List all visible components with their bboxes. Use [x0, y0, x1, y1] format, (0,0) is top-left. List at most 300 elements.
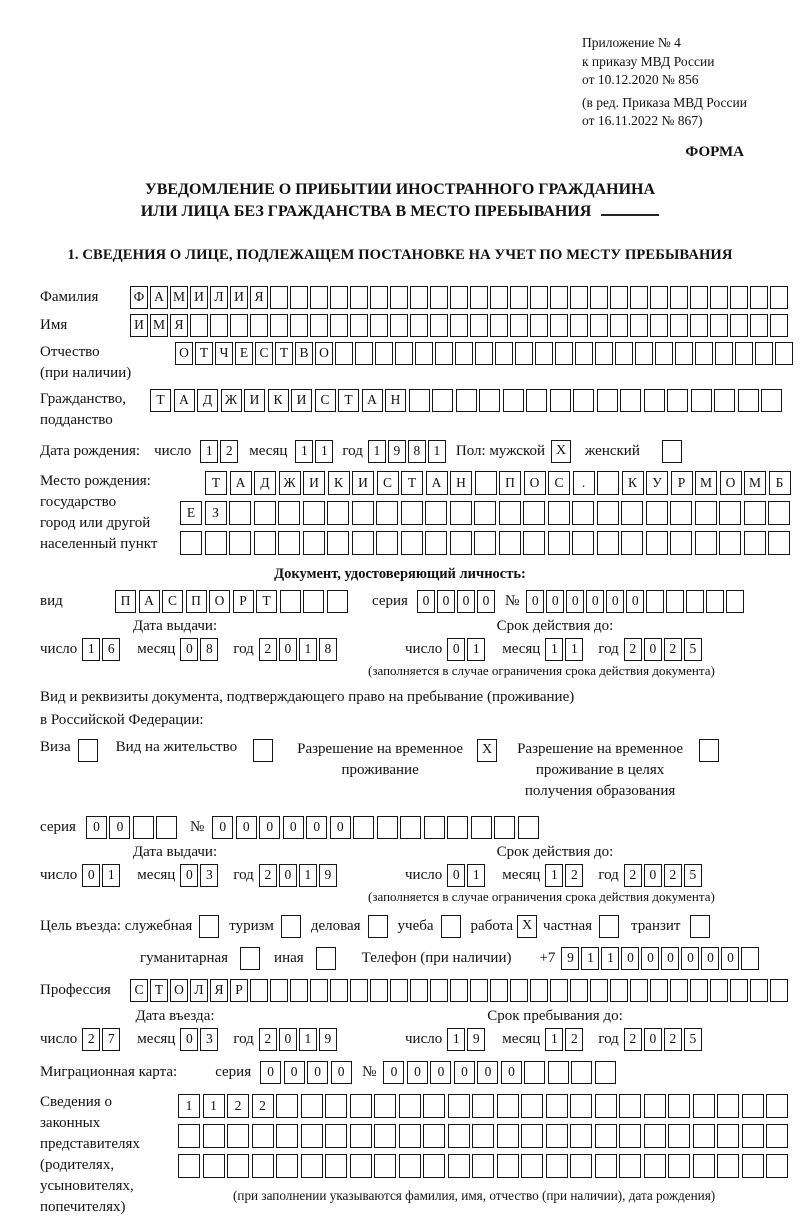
char-cell[interactable]: [644, 1094, 666, 1118]
char-cell[interactable]: И: [130, 314, 148, 337]
char-cell[interactable]: [575, 342, 593, 365]
char-cell[interactable]: 1: [200, 440, 218, 463]
char-cell[interactable]: 0: [417, 590, 435, 613]
char-cell[interactable]: [327, 501, 349, 525]
char-cell[interactable]: 0: [477, 1061, 498, 1084]
char-cell[interactable]: [390, 286, 408, 309]
char-cell[interactable]: [644, 389, 665, 412]
char-cell[interactable]: [735, 342, 753, 365]
char-cell[interactable]: [355, 342, 373, 365]
char-cell[interactable]: О: [209, 590, 230, 613]
char-cell[interactable]: [479, 389, 500, 412]
tourism-checkbox[interactable]: [281, 915, 301, 938]
char-cell[interactable]: 0: [454, 1061, 475, 1084]
char-cell[interactable]: [668, 1154, 690, 1178]
char-cell[interactable]: [409, 389, 430, 412]
char-cell[interactable]: С: [130, 979, 148, 1002]
char-cell[interactable]: [610, 286, 628, 309]
char-cell[interactable]: [425, 531, 447, 555]
char-cell[interactable]: [227, 1124, 249, 1148]
char-cell[interactable]: А: [230, 471, 252, 495]
char-cell[interactable]: 0: [644, 864, 662, 887]
char-cell[interactable]: [714, 389, 735, 412]
char-cell[interactable]: [717, 1124, 739, 1148]
char-cell[interactable]: [375, 342, 393, 365]
char-cell[interactable]: [650, 286, 668, 309]
char-cell[interactable]: 2: [664, 638, 682, 661]
char-cell[interactable]: 2: [259, 864, 277, 887]
char-cell[interactable]: [741, 947, 759, 970]
char-cell[interactable]: 0: [701, 947, 719, 970]
char-cell[interactable]: [390, 979, 408, 1002]
char-cell[interactable]: Т: [338, 389, 359, 412]
char-cell[interactable]: И: [303, 471, 325, 495]
char-cell[interactable]: [710, 979, 728, 1002]
char-cell[interactable]: 0: [546, 590, 564, 613]
char-cell[interactable]: Я: [250, 286, 268, 309]
char-cell[interactable]: Т: [150, 389, 171, 412]
char-cell[interactable]: [621, 531, 643, 555]
char-cell[interactable]: О: [175, 342, 193, 365]
char-cell[interactable]: [518, 816, 539, 839]
char-cell[interactable]: [229, 531, 251, 555]
char-cell[interactable]: 2: [624, 864, 642, 887]
char-cell[interactable]: [570, 979, 588, 1002]
char-cell[interactable]: [376, 531, 398, 555]
char-cell[interactable]: [590, 979, 608, 1002]
char-cell[interactable]: [490, 286, 508, 309]
char-cell[interactable]: Д: [254, 471, 276, 495]
char-cell[interactable]: И: [230, 286, 248, 309]
char-cell[interactable]: 0: [331, 1061, 352, 1084]
char-cell[interactable]: [550, 389, 571, 412]
char-cell[interactable]: [353, 816, 374, 839]
char-cell[interactable]: [546, 1124, 568, 1148]
char-cell[interactable]: 2: [82, 1028, 100, 1051]
char-cell[interactable]: [254, 501, 276, 525]
rvp-checkbox[interactable]: X: [477, 739, 497, 762]
char-cell[interactable]: [290, 979, 308, 1002]
char-cell[interactable]: [590, 314, 608, 337]
char-cell[interactable]: [667, 389, 688, 412]
char-cell[interactable]: [474, 531, 496, 555]
char-cell[interactable]: [410, 314, 428, 337]
char-cell[interactable]: [630, 314, 648, 337]
char-cell[interactable]: 2: [252, 1094, 274, 1118]
char-cell[interactable]: [768, 531, 790, 555]
char-cell[interactable]: [550, 314, 568, 337]
char-cell[interactable]: [768, 501, 790, 525]
char-cell[interactable]: [595, 1124, 617, 1148]
char-cell[interactable]: [178, 1124, 200, 1148]
char-cell[interactable]: [497, 1094, 519, 1118]
char-cell[interactable]: [546, 1154, 568, 1178]
char-cell[interactable]: [252, 1124, 274, 1148]
char-cell[interactable]: [430, 286, 448, 309]
char-cell[interactable]: [254, 531, 276, 555]
char-cell[interactable]: [250, 979, 268, 1002]
char-cell[interactable]: [670, 286, 688, 309]
char-cell[interactable]: 0: [180, 638, 198, 661]
char-cell[interactable]: [571, 1061, 592, 1084]
char-cell[interactable]: [717, 1154, 739, 1178]
char-cell[interactable]: Ж: [221, 389, 242, 412]
char-cell[interactable]: 0: [641, 947, 659, 970]
char-cell[interactable]: 0: [526, 590, 544, 613]
char-cell[interactable]: И: [291, 389, 312, 412]
char-cell[interactable]: З: [205, 501, 227, 525]
char-cell[interactable]: 0: [430, 1061, 451, 1084]
char-cell[interactable]: [535, 342, 553, 365]
char-cell[interactable]: [156, 816, 177, 839]
char-cell[interactable]: [775, 342, 793, 365]
char-cell[interactable]: 0: [586, 590, 604, 613]
char-cell[interactable]: [450, 979, 468, 1002]
char-cell[interactable]: Т: [150, 979, 168, 1002]
char-cell[interactable]: [450, 286, 468, 309]
char-cell[interactable]: [448, 1154, 470, 1178]
char-cell[interactable]: [450, 314, 468, 337]
char-cell[interactable]: [435, 342, 453, 365]
char-cell[interactable]: 7: [102, 1028, 120, 1051]
char-cell[interactable]: [690, 314, 708, 337]
char-cell[interactable]: [352, 501, 374, 525]
private-checkbox[interactable]: [599, 915, 619, 938]
char-cell[interactable]: [570, 286, 588, 309]
char-cell[interactable]: [475, 342, 493, 365]
char-cell[interactable]: 0: [626, 590, 644, 613]
char-cell[interactable]: [621, 501, 643, 525]
char-cell[interactable]: Ч: [215, 342, 233, 365]
char-cell[interactable]: [303, 501, 325, 525]
char-cell[interactable]: 6: [102, 638, 120, 661]
residence-permit-checkbox[interactable]: [253, 739, 273, 762]
char-cell[interactable]: Н: [450, 471, 472, 495]
char-cell[interactable]: [495, 342, 513, 365]
rvp-edu-checkbox[interactable]: [699, 739, 719, 762]
char-cell[interactable]: [180, 531, 202, 555]
char-cell[interactable]: 0: [330, 816, 351, 839]
char-cell[interactable]: [399, 1124, 421, 1148]
char-cell[interactable]: 2: [664, 1028, 682, 1051]
char-cell[interactable]: [635, 342, 653, 365]
char-cell[interactable]: Я: [210, 979, 228, 1002]
char-cell[interactable]: [690, 286, 708, 309]
char-cell[interactable]: [524, 1061, 545, 1084]
char-cell[interactable]: [620, 389, 641, 412]
char-cell[interactable]: О: [170, 979, 188, 1002]
char-cell[interactable]: [325, 1124, 347, 1148]
char-cell[interactable]: [675, 342, 693, 365]
char-cell[interactable]: [715, 342, 733, 365]
char-cell[interactable]: [597, 531, 619, 555]
char-cell[interactable]: [205, 531, 227, 555]
char-cell[interactable]: 0: [82, 864, 100, 887]
char-cell[interactable]: [521, 1154, 543, 1178]
char-cell[interactable]: [494, 816, 515, 839]
char-cell[interactable]: 0: [457, 590, 475, 613]
char-cell[interactable]: 9: [388, 440, 406, 463]
char-cell[interactable]: [770, 979, 788, 1002]
char-cell[interactable]: [595, 1061, 616, 1084]
char-cell[interactable]: Т: [256, 590, 277, 613]
char-cell[interactable]: [430, 979, 448, 1002]
char-cell[interactable]: 1: [299, 1028, 317, 1051]
char-cell[interactable]: [210, 314, 228, 337]
char-cell[interactable]: 3: [200, 864, 218, 887]
char-cell[interactable]: [395, 342, 413, 365]
char-cell[interactable]: 1: [581, 947, 599, 970]
char-cell[interactable]: [350, 314, 368, 337]
char-cell[interactable]: 1: [467, 638, 485, 661]
char-cell[interactable]: [270, 979, 288, 1002]
char-cell[interactable]: [526, 389, 547, 412]
char-cell[interactable]: М: [695, 471, 717, 495]
char-cell[interactable]: [303, 590, 324, 613]
char-cell[interactable]: [450, 531, 472, 555]
char-cell[interactable]: [770, 286, 788, 309]
char-cell[interactable]: 2: [259, 1028, 277, 1051]
char-cell[interactable]: Ж: [279, 471, 301, 495]
char-cell[interactable]: [510, 286, 528, 309]
char-cell[interactable]: [310, 979, 328, 1002]
char-cell[interactable]: [497, 1154, 519, 1178]
char-cell[interactable]: [450, 501, 472, 525]
char-cell[interactable]: [546, 1094, 568, 1118]
char-cell[interactable]: [695, 342, 713, 365]
char-cell[interactable]: [374, 1124, 396, 1148]
char-cell[interactable]: [230, 314, 248, 337]
char-cell[interactable]: [523, 531, 545, 555]
char-cell[interactable]: [475, 471, 497, 495]
char-cell[interactable]: 0: [86, 816, 107, 839]
char-cell[interactable]: [352, 531, 374, 555]
char-cell[interactable]: [744, 531, 766, 555]
char-cell[interactable]: [695, 531, 717, 555]
char-cell[interactable]: С: [315, 389, 336, 412]
char-cell[interactable]: [330, 286, 348, 309]
char-cell[interactable]: А: [139, 590, 160, 613]
char-cell[interactable]: [278, 501, 300, 525]
char-cell[interactable]: [301, 1154, 323, 1178]
char-cell[interactable]: О: [524, 471, 546, 495]
char-cell[interactable]: [276, 1124, 298, 1148]
char-cell[interactable]: [350, 1154, 372, 1178]
char-cell[interactable]: [670, 501, 692, 525]
char-cell[interactable]: [730, 979, 748, 1002]
char-cell[interactable]: Р: [233, 590, 254, 613]
char-cell[interactable]: [350, 1124, 372, 1148]
char-cell[interactable]: [595, 342, 613, 365]
female-checkbox[interactable]: [662, 440, 682, 463]
char-cell[interactable]: [619, 1124, 641, 1148]
char-cell[interactable]: [490, 314, 508, 337]
char-cell[interactable]: К: [622, 471, 644, 495]
business-checkbox[interactable]: [368, 915, 388, 938]
char-cell[interactable]: [325, 1094, 347, 1118]
char-cell[interactable]: [510, 979, 528, 1002]
char-cell[interactable]: [690, 979, 708, 1002]
char-cell[interactable]: [374, 1154, 396, 1178]
char-cell[interactable]: [390, 314, 408, 337]
char-cell[interactable]: [572, 501, 594, 525]
char-cell[interactable]: [430, 314, 448, 337]
char-cell[interactable]: [510, 314, 528, 337]
char-cell[interactable]: [766, 1154, 788, 1178]
char-cell[interactable]: [766, 1124, 788, 1148]
char-cell[interactable]: [330, 314, 348, 337]
char-cell[interactable]: 0: [236, 816, 257, 839]
char-cell[interactable]: 2: [227, 1094, 249, 1118]
char-cell[interactable]: 2: [565, 864, 583, 887]
char-cell[interactable]: 0: [279, 638, 297, 661]
char-cell[interactable]: [270, 314, 288, 337]
char-cell[interactable]: Л: [190, 979, 208, 1002]
work-checkbox[interactable]: X: [517, 915, 537, 938]
char-cell[interactable]: [755, 342, 773, 365]
char-cell[interactable]: [301, 1124, 323, 1148]
transit-checkbox[interactable]: [690, 915, 710, 938]
char-cell[interactable]: 0: [212, 816, 233, 839]
char-cell[interactable]: 0: [644, 1028, 662, 1051]
char-cell[interactable]: [750, 314, 768, 337]
char-cell[interactable]: 0: [447, 864, 465, 887]
char-cell[interactable]: [742, 1154, 764, 1178]
char-cell[interactable]: [738, 389, 759, 412]
male-checkbox[interactable]: X: [551, 440, 571, 463]
char-cell[interactable]: С: [377, 471, 399, 495]
char-cell[interactable]: [761, 389, 782, 412]
char-cell[interactable]: [691, 389, 712, 412]
char-cell[interactable]: [377, 816, 398, 839]
char-cell[interactable]: [644, 1124, 666, 1148]
humanitarian-checkbox[interactable]: [240, 947, 260, 970]
char-cell[interactable]: 1: [545, 1028, 563, 1051]
char-cell[interactable]: 1: [295, 440, 313, 463]
char-cell[interactable]: [650, 314, 668, 337]
char-cell[interactable]: [499, 531, 521, 555]
char-cell[interactable]: [655, 342, 673, 365]
char-cell[interactable]: [597, 389, 618, 412]
char-cell[interactable]: С: [162, 590, 183, 613]
official-checkbox[interactable]: [199, 915, 219, 938]
char-cell[interactable]: 8: [408, 440, 426, 463]
char-cell[interactable]: [470, 286, 488, 309]
char-cell[interactable]: [250, 314, 268, 337]
char-cell[interactable]: 0: [621, 947, 639, 970]
char-cell[interactable]: 0: [259, 816, 280, 839]
char-cell[interactable]: 2: [259, 638, 277, 661]
char-cell[interactable]: 1: [467, 864, 485, 887]
char-cell[interactable]: 2: [624, 638, 642, 661]
char-cell[interactable]: [178, 1154, 200, 1178]
char-cell[interactable]: [619, 1094, 641, 1118]
char-cell[interactable]: 1: [601, 947, 619, 970]
char-cell[interactable]: В: [295, 342, 313, 365]
char-cell[interactable]: [497, 1124, 519, 1148]
char-cell[interactable]: М: [150, 314, 168, 337]
char-cell[interactable]: А: [426, 471, 448, 495]
char-cell[interactable]: Д: [197, 389, 218, 412]
char-cell[interactable]: [227, 1154, 249, 1178]
char-cell[interactable]: [742, 1094, 764, 1118]
char-cell[interactable]: [610, 979, 628, 1002]
char-cell[interactable]: 8: [200, 638, 218, 661]
char-cell[interactable]: [693, 1124, 715, 1148]
char-cell[interactable]: [470, 314, 488, 337]
char-cell[interactable]: [730, 286, 748, 309]
char-cell[interactable]: 0: [180, 1028, 198, 1051]
char-cell[interactable]: 0: [180, 864, 198, 887]
char-cell[interactable]: [666, 590, 684, 613]
char-cell[interactable]: [423, 1154, 445, 1178]
char-cell[interactable]: [499, 501, 521, 525]
char-cell[interactable]: [376, 501, 398, 525]
char-cell[interactable]: И: [244, 389, 265, 412]
char-cell[interactable]: [750, 286, 768, 309]
char-cell[interactable]: 9: [319, 864, 337, 887]
char-cell[interactable]: [350, 286, 368, 309]
char-cell[interactable]: 1: [545, 864, 563, 887]
char-cell[interactable]: [447, 816, 468, 839]
char-cell[interactable]: 9: [467, 1028, 485, 1051]
char-cell[interactable]: 2: [624, 1028, 642, 1051]
char-cell[interactable]: [744, 501, 766, 525]
char-cell[interactable]: 1: [299, 864, 317, 887]
study-checkbox[interactable]: [441, 915, 461, 938]
char-cell[interactable]: Н: [385, 389, 406, 412]
char-cell[interactable]: [472, 1124, 494, 1148]
char-cell[interactable]: [290, 314, 308, 337]
char-cell[interactable]: [270, 286, 288, 309]
char-cell[interactable]: О: [315, 342, 333, 365]
char-cell[interactable]: 0: [279, 1028, 297, 1051]
char-cell[interactable]: 1: [178, 1094, 200, 1118]
char-cell[interactable]: [550, 979, 568, 1002]
char-cell[interactable]: [399, 1154, 421, 1178]
char-cell[interactable]: [374, 1094, 396, 1118]
char-cell[interactable]: 1: [299, 638, 317, 661]
char-cell[interactable]: [548, 531, 570, 555]
char-cell[interactable]: Л: [210, 286, 228, 309]
char-cell[interactable]: 1: [203, 1094, 225, 1118]
char-cell[interactable]: 0: [109, 816, 130, 839]
char-cell[interactable]: [570, 314, 588, 337]
char-cell[interactable]: [490, 979, 508, 1002]
char-cell[interactable]: [327, 531, 349, 555]
char-cell[interactable]: П: [115, 590, 136, 613]
char-cell[interactable]: [335, 342, 353, 365]
char-cell[interactable]: Т: [275, 342, 293, 365]
char-cell[interactable]: [650, 979, 668, 1002]
char-cell[interactable]: [668, 1094, 690, 1118]
char-cell[interactable]: [432, 389, 453, 412]
char-cell[interactable]: [646, 501, 668, 525]
char-cell[interactable]: П: [499, 471, 521, 495]
char-cell[interactable]: Р: [671, 471, 693, 495]
char-cell[interactable]: [597, 501, 619, 525]
char-cell[interactable]: 0: [661, 947, 679, 970]
char-cell[interactable]: [471, 816, 492, 839]
char-cell[interactable]: 3: [200, 1028, 218, 1051]
char-cell[interactable]: [646, 531, 668, 555]
char-cell[interactable]: 8: [319, 638, 337, 661]
char-cell[interactable]: 0: [306, 816, 327, 839]
char-cell[interactable]: 5: [684, 1028, 702, 1051]
char-cell[interactable]: [472, 1154, 494, 1178]
char-cell[interactable]: [770, 314, 788, 337]
char-cell[interactable]: [370, 286, 388, 309]
